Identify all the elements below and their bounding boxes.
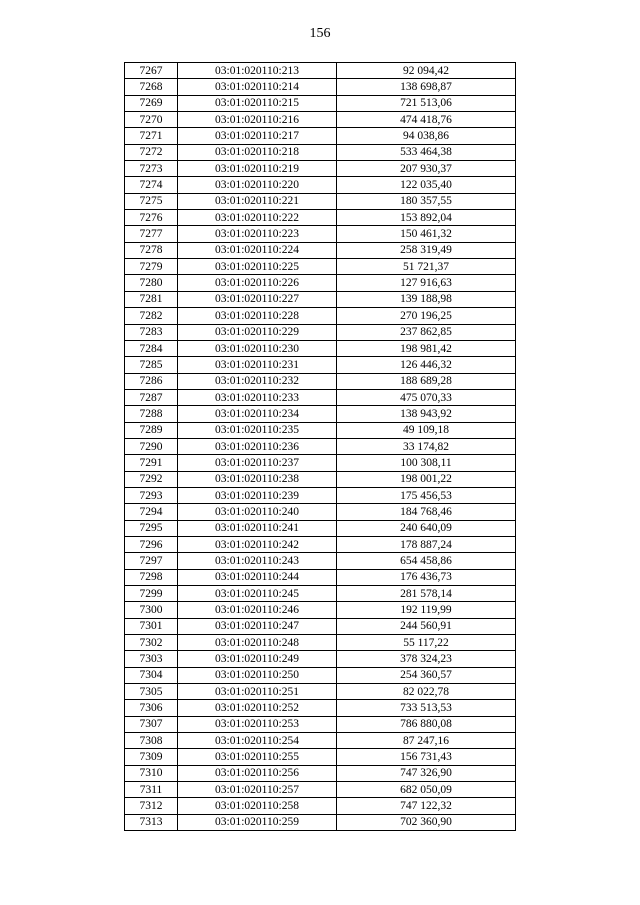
value-cell: 138 698,87 xyxy=(337,79,516,95)
data-table xyxy=(124,62,516,831)
value-cell: 198 981,42 xyxy=(337,340,516,356)
row-number-cell: 7282 xyxy=(125,308,178,324)
value-cell: 475 070,33 xyxy=(337,389,516,405)
cadastral-number-cell: 03:01:020110:215 xyxy=(178,95,337,111)
table-row xyxy=(125,618,516,634)
value-cell: 240 640,09 xyxy=(337,520,516,536)
table-row xyxy=(125,553,516,569)
value-cell: 122 035,40 xyxy=(337,177,516,193)
table-row xyxy=(125,112,516,128)
row-number-cell: 7288 xyxy=(125,406,178,422)
cadastral-number-cell: 03:01:020110:234 xyxy=(178,406,337,422)
value-cell: 55 117,22 xyxy=(337,635,516,651)
value-cell: 281 578,14 xyxy=(337,586,516,602)
table-row xyxy=(125,716,516,732)
value-cell: 92 094,42 xyxy=(337,63,516,79)
cadastral-number-cell: 03:01:020110:219 xyxy=(178,161,337,177)
value-cell: 786 880,08 xyxy=(337,716,516,732)
row-number-cell: 7302 xyxy=(125,635,178,651)
row-number-cell: 7270 xyxy=(125,112,178,128)
row-number-cell: 7281 xyxy=(125,291,178,307)
cadastral-number-cell: 03:01:020110:242 xyxy=(178,536,337,552)
row-number-cell: 7306 xyxy=(125,700,178,716)
value-cell: 244 560,91 xyxy=(337,618,516,634)
row-number-cell: 7279 xyxy=(125,259,178,275)
row-number-cell: 7313 xyxy=(125,814,178,830)
cadastral-number-cell: 03:01:020110:223 xyxy=(178,226,337,242)
table-row xyxy=(125,782,516,798)
table-row xyxy=(125,144,516,160)
cadastral-number-cell: 03:01:020110:231 xyxy=(178,357,337,373)
value-cell: 49 109,18 xyxy=(337,422,516,438)
table-row xyxy=(125,177,516,193)
cadastral-number-cell: 03:01:020110:235 xyxy=(178,422,337,438)
row-number-cell: 7294 xyxy=(125,504,178,520)
value-cell: 254 360,57 xyxy=(337,667,516,683)
cadastral-number-cell: 03:01:020110:257 xyxy=(178,782,337,798)
cadastral-number-cell: 03:01:020110:243 xyxy=(178,553,337,569)
table-row xyxy=(125,324,516,340)
cadastral-number-cell: 03:01:020110:229 xyxy=(178,324,337,340)
value-cell: 733 513,53 xyxy=(337,700,516,716)
cadastral-number-cell: 03:01:020110:236 xyxy=(178,438,337,454)
value-cell: 747 326,90 xyxy=(337,765,516,781)
row-number-cell: 7267 xyxy=(125,63,178,79)
cadastral-number-cell: 03:01:020110:225 xyxy=(178,259,337,275)
cadastral-number-cell: 03:01:020110:230 xyxy=(178,340,337,356)
row-number-cell: 7268 xyxy=(125,79,178,95)
cadastral-number-cell: 03:01:020110:252 xyxy=(178,700,337,716)
table-row xyxy=(125,308,516,324)
value-cell: 156 731,43 xyxy=(337,749,516,765)
table-row xyxy=(125,471,516,487)
cadastral-number-cell: 03:01:020110:213 xyxy=(178,63,337,79)
value-cell: 138 943,92 xyxy=(337,406,516,422)
row-number-cell: 7297 xyxy=(125,553,178,569)
value-cell: 33 174,82 xyxy=(337,438,516,454)
table-row xyxy=(125,357,516,373)
value-cell: 139 188,98 xyxy=(337,291,516,307)
table-row xyxy=(125,733,516,749)
table-row xyxy=(125,586,516,602)
value-cell: 258 319,49 xyxy=(337,242,516,258)
row-number-cell: 7291 xyxy=(125,455,178,471)
value-cell: 682 050,09 xyxy=(337,782,516,798)
cadastral-number-cell: 03:01:020110:248 xyxy=(178,635,337,651)
row-number-cell: 7311 xyxy=(125,782,178,798)
value-cell: 153 892,04 xyxy=(337,210,516,226)
value-cell: 270 196,25 xyxy=(337,308,516,324)
row-number-cell: 7276 xyxy=(125,210,178,226)
cadastral-number-cell: 03:01:020110:258 xyxy=(178,798,337,814)
cadastral-number-cell: 03:01:020110:216 xyxy=(178,112,337,128)
row-number-cell: 7304 xyxy=(125,667,178,683)
cadastral-number-cell: 03:01:020110:221 xyxy=(178,193,337,209)
table-row xyxy=(125,635,516,651)
cadastral-number-cell: 03:01:020110:251 xyxy=(178,684,337,700)
value-cell: 100 308,11 xyxy=(337,455,516,471)
table-row xyxy=(125,389,516,405)
cadastral-number-cell: 03:01:020110:217 xyxy=(178,128,337,144)
table-row xyxy=(125,700,516,716)
table-row xyxy=(125,291,516,307)
cadastral-number-cell: 03:01:020110:232 xyxy=(178,373,337,389)
row-number-cell: 7305 xyxy=(125,684,178,700)
table-row xyxy=(125,684,516,700)
page-number: 156 xyxy=(309,26,331,41)
value-cell: 180 357,55 xyxy=(337,193,516,209)
value-cell: 184 768,46 xyxy=(337,504,516,520)
value-cell: 175 456,53 xyxy=(337,487,516,503)
value-cell: 474 418,76 xyxy=(337,112,516,128)
cadastral-number-cell: 03:01:020110:259 xyxy=(178,814,337,830)
value-cell: 207 930,37 xyxy=(337,161,516,177)
cadastral-number-cell: 03:01:020110:228 xyxy=(178,308,337,324)
value-cell: 94 038,86 xyxy=(337,128,516,144)
value-cell: 127 916,63 xyxy=(337,275,516,291)
value-cell: 198 001,22 xyxy=(337,471,516,487)
row-number-cell: 7295 xyxy=(125,520,178,536)
row-number-cell: 7286 xyxy=(125,373,178,389)
row-number-cell: 7312 xyxy=(125,798,178,814)
table-row xyxy=(125,602,516,618)
table-row xyxy=(125,798,516,814)
table-row xyxy=(125,422,516,438)
row-number-cell: 7300 xyxy=(125,602,178,618)
table-row xyxy=(125,259,516,275)
row-number-cell: 7280 xyxy=(125,275,178,291)
table-row xyxy=(125,536,516,552)
row-number-cell: 7271 xyxy=(125,128,178,144)
cadastral-number-cell: 03:01:020110:233 xyxy=(178,389,337,405)
table-row xyxy=(125,455,516,471)
table-row xyxy=(125,79,516,95)
row-number-cell: 7272 xyxy=(125,144,178,160)
table-row xyxy=(125,95,516,111)
row-number-cell: 7273 xyxy=(125,161,178,177)
cadastral-number-cell: 03:01:020110:255 xyxy=(178,749,337,765)
table-row xyxy=(125,487,516,503)
table-row xyxy=(125,667,516,683)
value-cell: 51 721,37 xyxy=(337,259,516,275)
table-row xyxy=(125,373,516,389)
cadastral-number-cell: 03:01:020110:218 xyxy=(178,144,337,160)
cadastral-number-cell: 03:01:020110:246 xyxy=(178,602,337,618)
row-number-cell: 7299 xyxy=(125,586,178,602)
row-number-cell: 7284 xyxy=(125,340,178,356)
value-cell: 721 513,06 xyxy=(337,95,516,111)
value-cell: 702 360,90 xyxy=(337,814,516,830)
value-cell: 533 464,38 xyxy=(337,144,516,160)
table-row xyxy=(125,765,516,781)
table-row xyxy=(125,340,516,356)
row-number-cell: 7296 xyxy=(125,536,178,552)
table-row xyxy=(125,520,516,536)
table-row xyxy=(125,651,516,667)
cadastral-number-cell: 03:01:020110:227 xyxy=(178,291,337,307)
cadastral-number-cell: 03:01:020110:241 xyxy=(178,520,337,536)
table-row xyxy=(125,406,516,422)
value-cell: 87 247,16 xyxy=(337,733,516,749)
value-cell: 654 458,86 xyxy=(337,553,516,569)
table-row xyxy=(125,749,516,765)
cadastral-number-cell: 03:01:020110:226 xyxy=(178,275,337,291)
row-number-cell: 7301 xyxy=(125,618,178,634)
row-number-cell: 7290 xyxy=(125,438,178,454)
row-number-cell: 7292 xyxy=(125,471,178,487)
value-cell: 237 862,85 xyxy=(337,324,516,340)
table-row xyxy=(125,242,516,258)
row-number-cell: 7285 xyxy=(125,357,178,373)
table-row xyxy=(125,569,516,585)
row-number-cell: 7310 xyxy=(125,765,178,781)
cadastral-number-cell: 03:01:020110:220 xyxy=(178,177,337,193)
value-cell: 747 122,32 xyxy=(337,798,516,814)
table-body xyxy=(125,63,516,831)
row-number-cell: 7269 xyxy=(125,95,178,111)
table-row xyxy=(125,193,516,209)
value-cell: 192 119,99 xyxy=(337,602,516,618)
table-row xyxy=(125,438,516,454)
value-cell: 378 324,23 xyxy=(337,651,516,667)
cadastral-number-cell: 03:01:020110:244 xyxy=(178,569,337,585)
cadastral-number-cell: 03:01:020110:249 xyxy=(178,651,337,667)
cadastral-number-cell: 03:01:020110:254 xyxy=(178,733,337,749)
row-number-cell: 7303 xyxy=(125,651,178,667)
row-number-cell: 7293 xyxy=(125,487,178,503)
row-number-cell: 7298 xyxy=(125,569,178,585)
cadastral-number-cell: 03:01:020110:253 xyxy=(178,716,337,732)
row-number-cell: 7307 xyxy=(125,716,178,732)
value-cell: 178 887,24 xyxy=(337,536,516,552)
value-cell: 150 461,32 xyxy=(337,226,516,242)
row-number-cell: 7275 xyxy=(125,193,178,209)
cadastral-number-cell: 03:01:020110:222 xyxy=(178,210,337,226)
row-number-cell: 7287 xyxy=(125,389,178,405)
table-row xyxy=(125,504,516,520)
row-number-cell: 7274 xyxy=(125,177,178,193)
row-number-cell: 7308 xyxy=(125,733,178,749)
row-number-cell: 7289 xyxy=(125,422,178,438)
cadastral-number-cell: 03:01:020110:247 xyxy=(178,618,337,634)
cadastral-number-cell: 03:01:020110:237 xyxy=(178,455,337,471)
table-row xyxy=(125,226,516,242)
table-row xyxy=(125,275,516,291)
table-row xyxy=(125,814,516,830)
cadastral-number-cell: 03:01:020110:238 xyxy=(178,471,337,487)
cadastral-number-cell: 03:01:020110:224 xyxy=(178,242,337,258)
value-cell: 82 022,78 xyxy=(337,684,516,700)
table-row xyxy=(125,161,516,177)
cadastral-number-cell: 03:01:020110:240 xyxy=(178,504,337,520)
table-row xyxy=(125,128,516,144)
value-cell: 176 436,73 xyxy=(337,569,516,585)
row-number-cell: 7309 xyxy=(125,749,178,765)
table-row xyxy=(125,210,516,226)
row-number-cell: 7278 xyxy=(125,242,178,258)
cadastral-number-cell: 03:01:020110:214 xyxy=(178,79,337,95)
value-cell: 126 446,32 xyxy=(337,357,516,373)
cadastral-number-cell: 03:01:020110:239 xyxy=(178,487,337,503)
value-cell: 188 689,28 xyxy=(337,373,516,389)
table-row xyxy=(125,63,516,79)
cadastral-number-cell: 03:01:020110:250 xyxy=(178,667,337,683)
row-number-cell: 7283 xyxy=(125,324,178,340)
cadastral-number-cell: 03:01:020110:245 xyxy=(178,586,337,602)
cadastral-number-cell: 03:01:020110:256 xyxy=(178,765,337,781)
row-number-cell: 7277 xyxy=(125,226,178,242)
